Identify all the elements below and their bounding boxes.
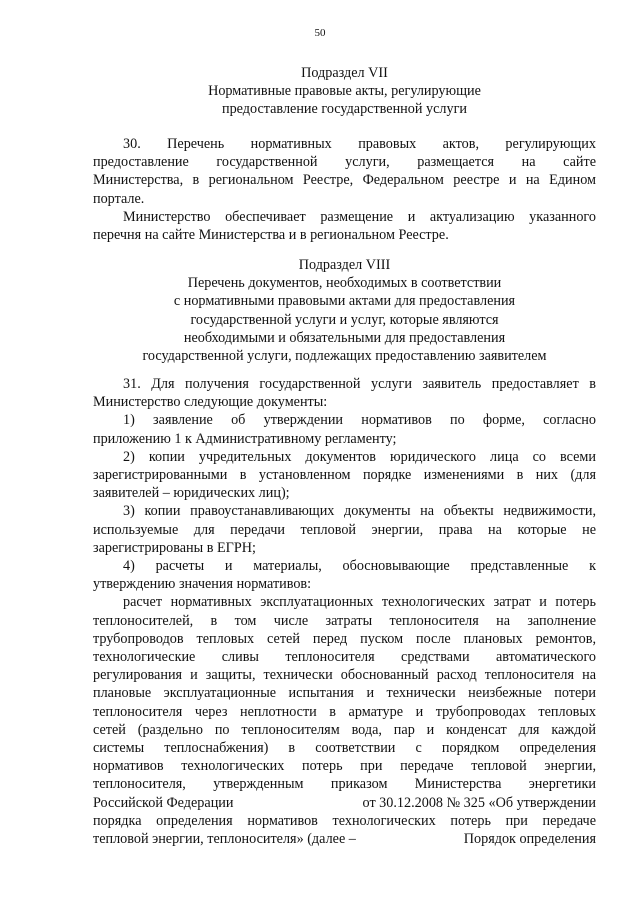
- paragraph-line: Министерство обеспечивает размещение и актуализацию указанного: [123, 208, 596, 225]
- paragraph-line: трубопроводов тепловых сетей перед пуском после плановых ремонтов,: [93, 630, 596, 647]
- paragraph-line: [93, 830, 596, 848]
- paragraph-30: [93, 135, 596, 244]
- paragraph-line: системы теплоснабжения) в соответствии с порядком определения: [93, 740, 596, 757]
- paragraph-line: перечня на сайте Министерства и в региональном Реестре.: [93, 227, 449, 244]
- paragraph-line: [93, 794, 596, 812]
- section-7-subtitle-line: Нормативные правовые акты, регулирующие: [208, 83, 481, 100]
- paragraph-line: теплоносителя, утвержденным приказом Министерства энергетики: [93, 776, 596, 793]
- paragraph-line: приложению 1 к Административному регламенту;: [93, 430, 397, 447]
- paragraph-line: Министерства, в региональном Реестре, Федеральном реестре и на Едином: [93, 172, 596, 189]
- section-8-subtitle-line: с нормативными правовыми актами для предоставления: [173, 293, 516, 310]
- paragraph-line: плановые эксплуатационные испытания и технически неизбежные потери: [93, 685, 596, 702]
- split-left-text: Российской Федерации: [93, 794, 234, 811]
- paragraph-31: [93, 375, 596, 848]
- section-8-title: Подраздел VIII: [298, 257, 391, 273]
- paragraph-line: зарегистрированными в установленном порядке изменениями в них (для: [93, 467, 596, 484]
- paragraph-line: 30. Перечень нормативных правовых актов, регулирующих: [123, 136, 596, 152]
- section-8-subtitle-line: Перечень документов, необходимых в соответствии: [187, 275, 502, 292]
- list-item-4: 4) расчеты и материалы, обосновывающие представленные к: [123, 558, 596, 575]
- split-right-text: от 30.12.2008 № 325 «Об утверждении: [362, 794, 596, 811]
- section-8-heading: [93, 256, 596, 365]
- section-7-heading: [93, 64, 596, 119]
- paragraph-line: расчет нормативных эксплуатационных технологических затрат и потерь: [123, 594, 596, 611]
- list-item-1: 1) заявление об утверждении нормативов по форме, согласно: [123, 412, 596, 429]
- paragraph-line: портале.: [93, 190, 145, 207]
- paragraph-line: 31. Для получения государственной услуги заявитель предоставляет в: [123, 376, 596, 392]
- list-item-2: 2) копии учредительных документов юридического лица со всеми: [123, 448, 596, 465]
- section-7-title: Подраздел VII: [301, 65, 388, 81]
- paragraph-line: Министерство следующие документы:: [93, 394, 328, 411]
- paragraph-line: сетей (раздельно по теплоносителям вода, пар и конденсат для каждой: [93, 721, 596, 738]
- paragraph-line: используемые для передачи тепловой энергии, права на которые не: [93, 521, 596, 538]
- split-right-text: Порядок определения: [463, 831, 596, 848]
- section-8-subtitle-line: государственной услуги и услуг, которые являются: [190, 311, 499, 328]
- split-left-text: тепловой энергии, теплоносителя» (далее –: [93, 831, 356, 848]
- section-7-subtitle-line: предоставление государственной услуги: [222, 101, 467, 118]
- page-number: 50: [314, 27, 326, 39]
- section-8-subtitle-line: необходимыми и обязательными для предоставления: [183, 329, 506, 346]
- paragraph-line: нормативов технологических потерь при передаче тепловой энергии,: [93, 758, 596, 775]
- paragraph-line: зарегистрированы в ЕГРН;: [93, 539, 256, 556]
- paragraph-line: теплоносителя через неплотности в арматуре и трубопроводах тепловых: [93, 703, 596, 720]
- paragraph-line: теплоносителей, в том числе затраты теплоносителя на заполнение: [93, 612, 596, 629]
- paragraph-line: предоставление государственной услуги, размещается на сайте: [93, 154, 596, 171]
- paragraph-line: утверждению значения нормативов:: [93, 576, 312, 593]
- paragraph-line: порядка определения нормативов технологических потерь при передаче: [93, 812, 596, 829]
- section-8-subtitle-line: государственной услуги, подлежащих предоставлению заявителем: [142, 348, 547, 365]
- paragraph-line: регулирования и защиты, технически обоснованный расход теплоносителя на: [93, 667, 596, 684]
- list-item-3: 3) копии правоустанавливающих документы на объекты недвижимости,: [123, 503, 596, 520]
- paragraph-line: технологические сливы теплоносителя средствами автоматического: [93, 649, 596, 666]
- paragraph-line: заявителей – юридических лиц);: [93, 485, 290, 502]
